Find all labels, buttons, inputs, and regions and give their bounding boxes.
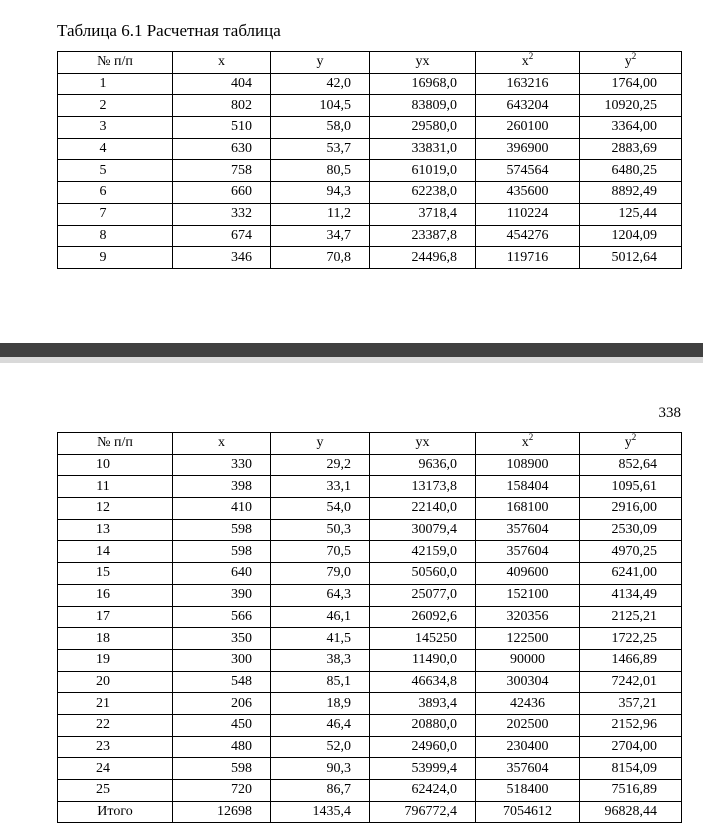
header-y2-sup: 2	[631, 51, 637, 62]
header-x: x	[173, 433, 271, 455]
cell-x: 398	[173, 476, 271, 498]
cell-y: 34,7	[271, 225, 370, 247]
cell-num: 1	[58, 73, 173, 95]
cell-y: 70,5	[271, 541, 370, 563]
cell-x2: 122500	[476, 628, 580, 650]
cell-y2: 7516,89	[580, 780, 682, 802]
cell-yx: 26092,6	[370, 606, 476, 628]
cell-y: 54,0	[271, 498, 370, 520]
cell-x2: 163216	[476, 73, 580, 95]
header-y: y	[271, 52, 370, 74]
table-header-row	[58, 52, 682, 74]
cell-y2: 1466,89	[580, 649, 682, 671]
cell-num: 16	[58, 584, 173, 606]
cell-yx: 25077,0	[370, 584, 476, 606]
table-header-row	[58, 433, 682, 455]
table-row	[58, 182, 682, 204]
table-row	[58, 203, 682, 225]
table-row	[58, 606, 682, 628]
table-row	[58, 117, 682, 139]
cell-x2: 300304	[476, 671, 580, 693]
cell-x2: 409600	[476, 563, 580, 585]
cell-x: 480	[173, 736, 271, 758]
cell-y2: 4134,49	[580, 584, 682, 606]
cell-yx: 11490,0	[370, 649, 476, 671]
cell-num: 2	[58, 95, 173, 117]
cell-x2: 518400	[476, 780, 580, 802]
cell-x2: 357604	[476, 519, 580, 541]
cell-num: 4	[58, 138, 173, 160]
cell-y2: 357,21	[580, 693, 682, 715]
cell-y2: 1204,09	[580, 225, 682, 247]
cell-num: 17	[58, 606, 173, 628]
cell-y2: 3364,00	[580, 117, 682, 139]
cell-y: 85,1	[271, 671, 370, 693]
table-row	[58, 519, 682, 541]
page-divider	[0, 343, 703, 357]
total-row	[58, 801, 682, 823]
cell-yx: 22140,0	[370, 498, 476, 520]
table-caption: Таблица 6.1 Расчетная таблица	[57, 21, 281, 40]
cell-x: 450	[173, 714, 271, 736]
header-num: № п/п	[58, 433, 173, 455]
cell-y: 33,1	[271, 476, 370, 498]
cell-y: 70,8	[271, 247, 370, 269]
cell-y2: 7242,01	[580, 671, 682, 693]
cell-y: 11,2	[271, 203, 370, 225]
cell-x: 206	[173, 693, 271, 715]
cell-x: 720	[173, 780, 271, 802]
cell-x: 390	[173, 584, 271, 606]
table-row	[58, 584, 682, 606]
cell-x: 598	[173, 758, 271, 780]
cell-x2: 152100	[476, 584, 580, 606]
header-y2	[580, 433, 682, 455]
cell-x2: 230400	[476, 736, 580, 758]
header-x2-base: x	[521, 54, 529, 70]
cell-num: 23	[58, 736, 173, 758]
cell-x2: 90000	[476, 649, 580, 671]
cell-yx: 53999,4	[370, 758, 476, 780]
table-row	[58, 498, 682, 520]
cell-x: 510	[173, 117, 271, 139]
table-row	[58, 160, 682, 182]
cell-x2: 202500	[476, 714, 580, 736]
cell-x2: 357604	[476, 541, 580, 563]
cell-y2: 852,64	[580, 454, 682, 476]
cell-yx: 62424,0	[370, 780, 476, 802]
cell-x2: 396900	[476, 138, 580, 160]
cell-x2: 574564	[476, 160, 580, 182]
table-row	[58, 563, 682, 585]
header-yx: yx	[370, 433, 476, 455]
table-row	[58, 476, 682, 498]
cell-yx: 24960,0	[370, 736, 476, 758]
cell-x: 548	[173, 671, 271, 693]
cell-x2: 320356	[476, 606, 580, 628]
cell-y2: 10920,25	[580, 95, 682, 117]
cell-y: 64,3	[271, 584, 370, 606]
cell-y: 42,0	[271, 73, 370, 95]
cell-x2: 110224	[476, 203, 580, 225]
cell-num: 10	[58, 454, 173, 476]
cell-num: 8	[58, 225, 173, 247]
table-row	[58, 649, 682, 671]
cell-yx: 29580,0	[370, 117, 476, 139]
cell-y: 94,3	[271, 182, 370, 204]
cell-yx: 145250	[370, 628, 476, 650]
cell-x: 598	[173, 541, 271, 563]
cell-yx: 50560,0	[370, 563, 476, 585]
cell-x2: 260100	[476, 117, 580, 139]
cell-x: 598	[173, 519, 271, 541]
cell-yx: 33831,0	[370, 138, 476, 160]
cell-num: 6	[58, 182, 173, 204]
cell-yx: 796772,4	[370, 801, 476, 823]
cell-num: 9	[58, 247, 173, 269]
cell-x2: 7054612	[476, 801, 580, 823]
table-row	[58, 138, 682, 160]
cell-x: 300	[173, 649, 271, 671]
cell-y: 53,7	[271, 138, 370, 160]
cell-y2: 5012,64	[580, 247, 682, 269]
table-row	[58, 247, 682, 269]
cell-y2: 96828,44	[580, 801, 682, 823]
cell-num: 12	[58, 498, 173, 520]
header-y2-sup: 2	[631, 432, 637, 443]
header-x2-base: x	[521, 435, 529, 451]
cell-num: 25	[58, 780, 173, 802]
cell-x: 630	[173, 138, 271, 160]
cell-x2: 158404	[476, 476, 580, 498]
cell-num: 18	[58, 628, 173, 650]
cell-y: 46,4	[271, 714, 370, 736]
table-row	[58, 780, 682, 802]
cell-x2: 643204	[476, 95, 580, 117]
cell-num: 13	[58, 519, 173, 541]
cell-yx: 9636,0	[370, 454, 476, 476]
total-label: Итого	[58, 801, 173, 823]
table-row	[58, 714, 682, 736]
cell-x2: 119716	[476, 247, 580, 269]
cell-x: 350	[173, 628, 271, 650]
table-row	[58, 736, 682, 758]
cell-yx: 13173,8	[370, 476, 476, 498]
calculation-table-part-1	[57, 51, 682, 269]
cell-num: 20	[58, 671, 173, 693]
cell-y2: 8154,09	[580, 758, 682, 780]
table-row	[58, 225, 682, 247]
cell-y2: 2916,00	[580, 498, 682, 520]
cell-x: 758	[173, 160, 271, 182]
cell-y: 1435,4	[271, 801, 370, 823]
cell-y: 41,5	[271, 628, 370, 650]
cell-yx: 3718,4	[370, 203, 476, 225]
cell-y: 50,3	[271, 519, 370, 541]
cell-y: 38,3	[271, 649, 370, 671]
cell-x: 566	[173, 606, 271, 628]
cell-x: 330	[173, 454, 271, 476]
header-x: x	[173, 52, 271, 74]
cell-y2: 6241,00	[580, 563, 682, 585]
cell-yx: 20880,0	[370, 714, 476, 736]
cell-x: 640	[173, 563, 271, 585]
cell-y: 29,2	[271, 454, 370, 476]
cell-x: 410	[173, 498, 271, 520]
cell-y2: 2152,96	[580, 714, 682, 736]
header-y2-base: y	[624, 435, 632, 451]
cell-num: 5	[58, 160, 173, 182]
cell-x2: 168100	[476, 498, 580, 520]
cell-y: 52,0	[271, 736, 370, 758]
table-row	[58, 628, 682, 650]
cell-x2: 454276	[476, 225, 580, 247]
cell-yx: 62238,0	[370, 182, 476, 204]
cell-y2: 1095,61	[580, 476, 682, 498]
header-x2-sup: 2	[528, 51, 534, 62]
cell-num: 19	[58, 649, 173, 671]
cell-x: 12698	[173, 801, 271, 823]
cell-y: 46,1	[271, 606, 370, 628]
table-row	[58, 454, 682, 476]
header-x2	[476, 433, 580, 455]
cell-y: 79,0	[271, 563, 370, 585]
cell-x2: 435600	[476, 182, 580, 204]
cell-x2: 42436	[476, 693, 580, 715]
cell-x: 346	[173, 247, 271, 269]
table-row	[58, 73, 682, 95]
cell-x: 332	[173, 203, 271, 225]
cell-yx: 61019,0	[370, 160, 476, 182]
cell-y: 90,3	[271, 758, 370, 780]
cell-num: 21	[58, 693, 173, 715]
cell-y2: 125,44	[580, 203, 682, 225]
cell-x: 802	[173, 95, 271, 117]
cell-y2: 1764,00	[580, 73, 682, 95]
cell-y: 80,5	[271, 160, 370, 182]
cell-y2: 4970,25	[580, 541, 682, 563]
cell-num: 14	[58, 541, 173, 563]
cell-num: 22	[58, 714, 173, 736]
cell-y: 18,9	[271, 693, 370, 715]
header-num: № п/п	[58, 52, 173, 74]
cell-yx: 23387,8	[370, 225, 476, 247]
header-y: y	[271, 433, 370, 455]
cell-y2: 1722,25	[580, 628, 682, 650]
table-row	[58, 671, 682, 693]
header-x2-sup: 2	[528, 432, 534, 443]
table-row	[58, 693, 682, 715]
cell-x2: 357604	[476, 758, 580, 780]
cell-num: 24	[58, 758, 173, 780]
cell-x: 674	[173, 225, 271, 247]
header-yx: yx	[370, 52, 476, 74]
cell-yx: 30079,4	[370, 519, 476, 541]
cell-num: 15	[58, 563, 173, 585]
cell-num: 7	[58, 203, 173, 225]
cell-x: 660	[173, 182, 271, 204]
cell-yx: 24496,8	[370, 247, 476, 269]
table-row	[58, 758, 682, 780]
table-row	[58, 541, 682, 563]
cell-y: 86,7	[271, 780, 370, 802]
cell-x2: 108900	[476, 454, 580, 476]
cell-y2: 6480,25	[580, 160, 682, 182]
header-x2	[476, 52, 580, 74]
cell-y2: 2125,21	[580, 606, 682, 628]
page-number: 338	[658, 405, 681, 421]
cell-y: 104,5	[271, 95, 370, 117]
cell-y: 58,0	[271, 117, 370, 139]
cell-yx: 3893,4	[370, 693, 476, 715]
cell-y2: 2530,09	[580, 519, 682, 541]
cell-yx: 16968,0	[370, 73, 476, 95]
cell-y2: 8892,49	[580, 182, 682, 204]
header-y2-base: y	[624, 54, 632, 70]
cell-yx: 46634,8	[370, 671, 476, 693]
cell-num: 11	[58, 476, 173, 498]
cell-yx: 83809,0	[370, 95, 476, 117]
cell-yx: 42159,0	[370, 541, 476, 563]
header-y2	[580, 52, 682, 74]
calculation-table-part-2	[57, 432, 682, 823]
cell-x: 404	[173, 73, 271, 95]
cell-num: 3	[58, 117, 173, 139]
cell-y2: 2704,00	[580, 736, 682, 758]
table-row	[58, 95, 682, 117]
cell-y2: 2883,69	[580, 138, 682, 160]
